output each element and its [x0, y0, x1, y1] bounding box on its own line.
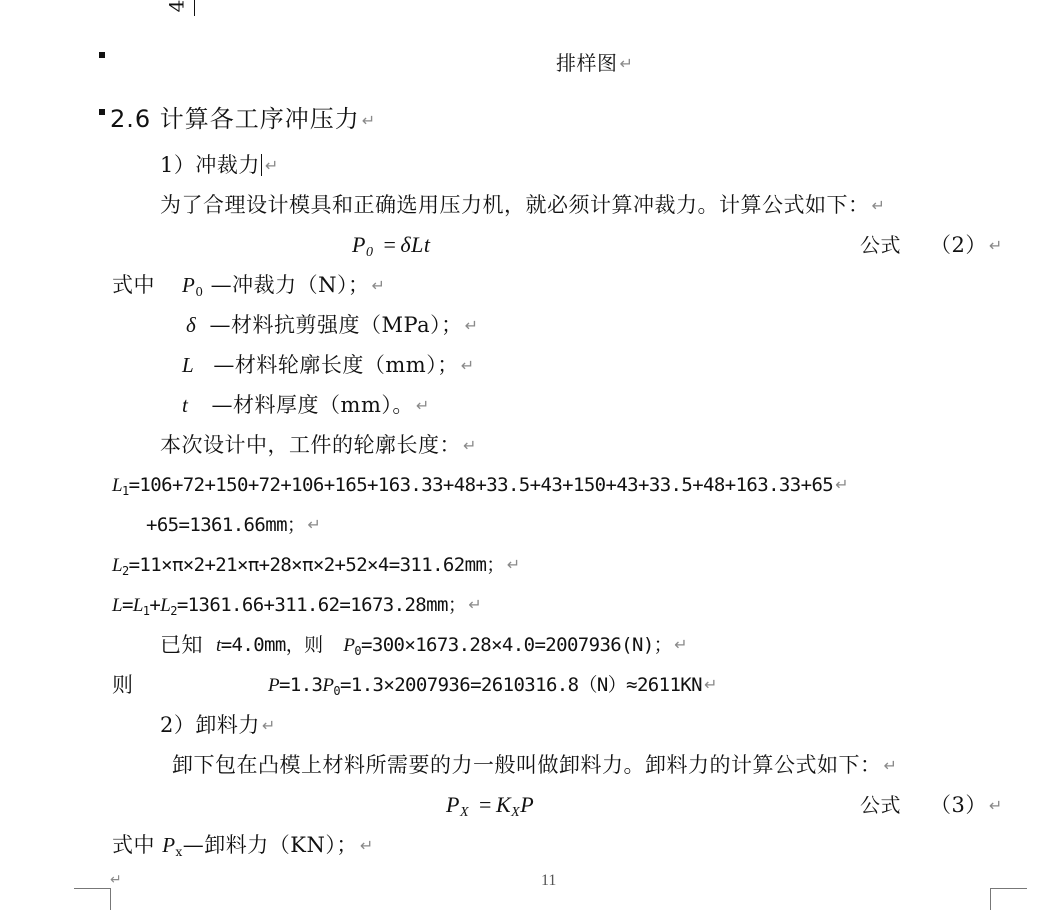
- page-corner-left: [74, 888, 111, 910]
- formula-stripping-force: $P_X = K_XP$: [446, 792, 535, 820]
- definition-item: t —材料厚度（mm）。 ↵: [182, 393, 430, 417]
- calc-known: t=4.0mm，则 $P_0=300\times 1673.28\times 4.0=2007936(N)$； ↵: [216, 634, 687, 658]
- figure-caption: 排样图 ↵: [556, 51, 634, 75]
- paragraph-intro-1: 为了合理设计模具和正确选用压力机，就必须计算冲裁力。计算公式如下： ↵: [160, 193, 886, 217]
- page-corner-right: [990, 888, 1027, 910]
- formula-label-3: 公式: [860, 793, 901, 817]
- definition-item: δ —材料抗剪强度（MPa）； ↵: [186, 313, 479, 337]
- formula-number-3: （3） ↵: [930, 793, 1003, 817]
- calc-l1: $L_1=106+72+150+72+106+165+163.33+48+33.5+43+150+43+33.5+48+163.33+65$ ↵: [112, 474, 848, 498]
- subsection-title-1: 1）冲裁力 ↵: [160, 153, 279, 177]
- paragraph-marker: [99, 109, 105, 115]
- definition-item: $P_0$ —冲裁力（N）； ↵: [182, 273, 386, 299]
- definition-prefix: 式中: [112, 273, 155, 297]
- subsection-title-2: 2）卸料力 ↵: [160, 713, 276, 737]
- formula-label-2: 公式: [860, 233, 901, 257]
- section-heading: 2.6 计算各工序冲压力 ↵: [110, 105, 377, 133]
- definition-item: L —材料轮廓长度（mm）； ↵: [182, 353, 475, 377]
- calc-l-total: $L=L_1+L_2=1361.66+311.62=1673.28mm$； ↵: [112, 594, 482, 618]
- page-number: 11: [541, 872, 557, 889]
- footer-paragraph-mark: ↵: [110, 872, 122, 888]
- top-divider: [194, 0, 195, 16]
- text-cursor: [261, 154, 262, 176]
- definition-stripping: 式中 $P_x—$卸料力（KN）； ↵: [112, 833, 374, 859]
- calc-known-prefix: 已知: [160, 633, 203, 657]
- calc-l2: $L_2=11\times\pi\times 2+21\times\pi+28\times\pi\times 2+52\times 4=311.62mm$； ↵: [112, 554, 520, 578]
- calc-l1-continued: +65=1361.66mm； ↵: [146, 514, 321, 536]
- paragraph-marker: [99, 52, 105, 58]
- formula-punching-force: $P_0 = \delta Lt$: [352, 232, 431, 260]
- formula-number-2: （2） ↵: [930, 233, 1003, 257]
- paragraph-intro-2: 卸下包在凸模上材料所需要的力一般叫做卸料力。卸料力的计算公式如下： ↵: [172, 753, 898, 777]
- top-rotated-fragment: 4: [164, 0, 189, 13]
- calc-then: $P=1.3P_0=1.3\times 2007936=2610316.8(N)\approx 2611KN$ ↵: [268, 674, 717, 698]
- paragraph-design: 本次设计中，工件的轮廓长度： ↵: [160, 433, 477, 457]
- calc-then-prefix: 则: [112, 673, 134, 697]
